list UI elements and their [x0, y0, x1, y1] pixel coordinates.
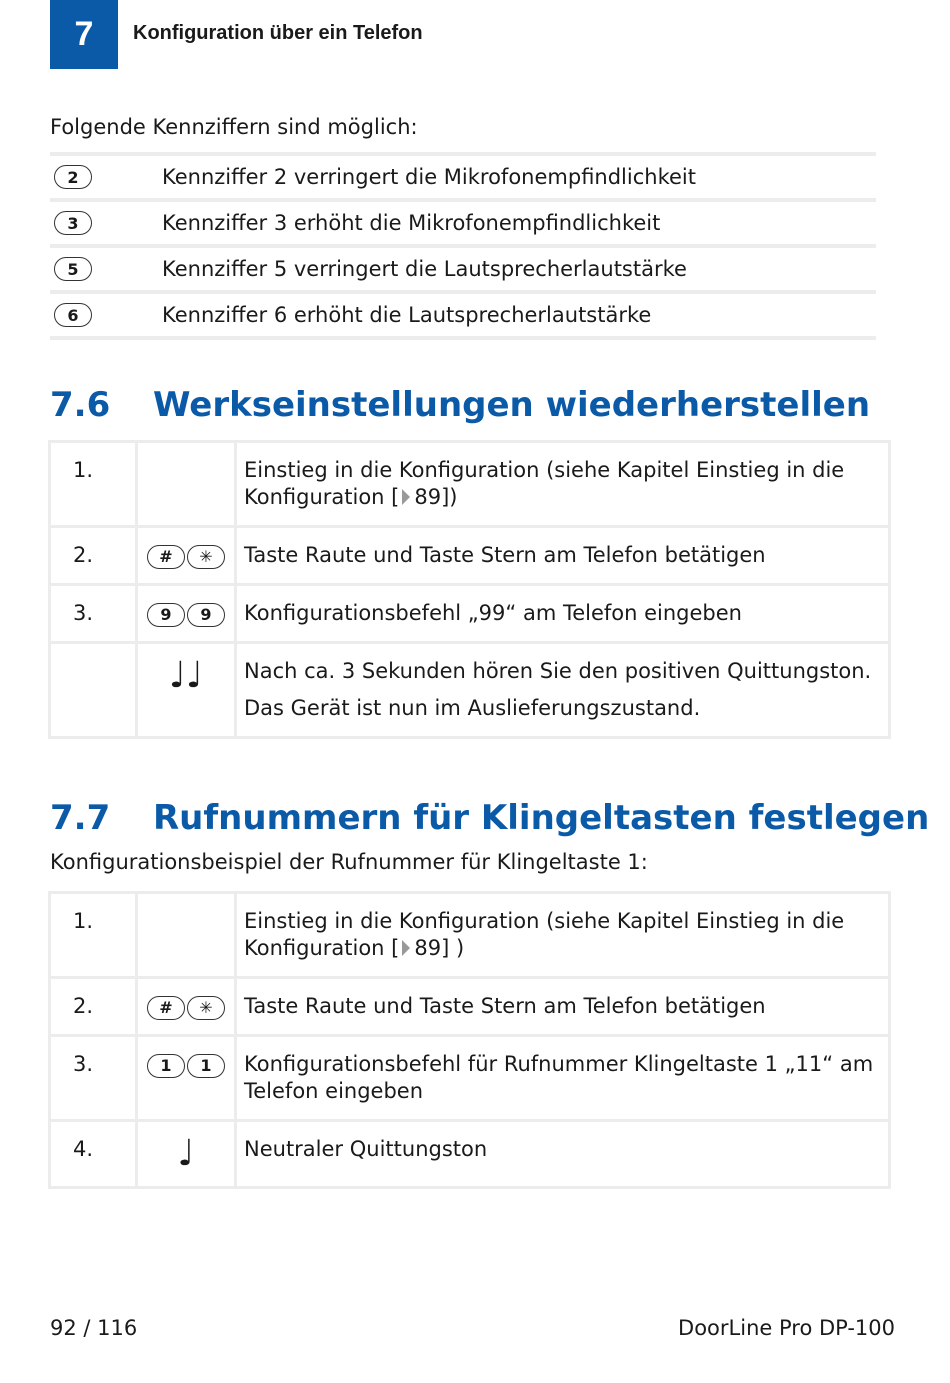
step-number: 1.: [51, 894, 135, 976]
double-note-icon: ♩♩: [169, 655, 203, 696]
section-number: 7.7: [50, 798, 111, 838]
chapter-number: 7: [74, 15, 94, 53]
step-keys: [138, 1037, 234, 1119]
step-number: [51, 644, 135, 736]
step-number: 3.: [51, 586, 135, 641]
step-keys: [138, 644, 234, 736]
key-9-icon: 9: [147, 603, 185, 627]
table-row: [51, 644, 888, 736]
step-text: [237, 443, 888, 525]
step-keys: [138, 1122, 234, 1186]
section-intro: Konfigurationsbeispiel der Rufnummer für Klingeltaste 1:: [50, 850, 648, 874]
step-text: Konfigurationsbefehl für Rufnummer Klingeltaste 1 „11“ am Telefon eingeben: [237, 1037, 888, 1119]
step-text: Taste Raute und Taste Stern am Telefon betätigen: [237, 528, 888, 583]
table-row: [51, 1122, 888, 1186]
step-number: 2.: [51, 979, 135, 1034]
code-description: Kennziffer 6 erhöht die Lautsprecherlautstärke: [162, 303, 652, 327]
step-keys: [138, 894, 234, 976]
page-ref: 89] ): [414, 936, 465, 960]
step-number: 2.: [51, 528, 135, 583]
steps-table-7-7: [48, 891, 891, 1189]
section-number: 7.6: [50, 385, 111, 425]
page-ref-arrow-icon: [402, 489, 410, 505]
hash-key-icon: #: [147, 996, 185, 1020]
key-2-icon: 2: [54, 165, 92, 189]
code-description: Kennziffer 5 verringert die Lautsprecherlautstärke: [162, 257, 687, 281]
star-key-icon: ✳: [187, 545, 225, 569]
steps-table-7-6: [48, 440, 891, 739]
code-row: [50, 198, 876, 244]
code-description: Kennziffer 3 erhöht die Mikrofonempfindlichkeit: [162, 211, 661, 235]
key-6-icon: 6: [54, 303, 92, 327]
page-number: 92 / 116: [50, 1316, 138, 1340]
table-row: [51, 894, 888, 976]
page-ref-arrow-icon: [402, 940, 410, 956]
step-keys: [138, 586, 234, 641]
codes-intro: Folgende Kennziffern sind möglich:: [50, 115, 418, 139]
table-row: [51, 586, 888, 641]
step-keys: [138, 443, 234, 525]
section-heading-7-7: [50, 798, 929, 838]
step-text-main: Einstieg in die Konfiguration (siehe Kapitel Einstieg in die Konfiguration [: [244, 458, 845, 509]
key-3-icon: 3: [54, 211, 92, 235]
step-text: Taste Raute und Taste Stern am Telefon betätigen: [237, 979, 888, 1034]
step-text: Neutraler Quittungston: [237, 1122, 888, 1186]
hash-key-icon: #: [147, 545, 185, 569]
code-description: Kennziffer 2 verringert die Mikrofonempfindlichkeit: [162, 165, 696, 189]
key-9-icon: 9: [187, 603, 225, 627]
page-ref: 89]): [414, 485, 458, 509]
star-key-icon: ✳: [187, 996, 225, 1020]
table-row: [51, 443, 888, 525]
key-5-icon: 5: [54, 257, 92, 281]
step-number: 1.: [51, 443, 135, 525]
table-row: [51, 528, 888, 583]
section-title: Werkseinstellungen wiederherstellen: [153, 385, 871, 425]
key-1-icon: 1: [147, 1054, 185, 1078]
table-row: [51, 979, 888, 1034]
product-name: DoorLine Pro DP-100: [678, 1316, 895, 1340]
note-line-2: Das Gerät ist nun im Auslieferungszustand.: [244, 696, 701, 720]
step-number: 4.: [51, 1122, 135, 1186]
step-text: [237, 894, 888, 976]
step-number: 3.: [51, 1037, 135, 1119]
step-keys: [138, 979, 234, 1034]
step-text: [237, 644, 888, 736]
code-list: [50, 152, 876, 340]
step-text: Konfigurationsbefehl „99“ am Telefon eingeben: [237, 586, 888, 641]
chapter-number-box: [50, 0, 118, 69]
code-row: [50, 152, 876, 198]
chapter-title: Konfiguration über ein Telefon: [133, 22, 423, 44]
step-text-main: Einstieg in die Konfiguration (siehe Kapitel Einstieg in die Konfiguration [: [244, 909, 845, 960]
table-row: [51, 1037, 888, 1119]
section-title: Rufnummern für Klingeltasten festlegen: [153, 798, 930, 838]
step-keys: [138, 528, 234, 583]
section-heading-7-6: [50, 385, 870, 425]
single-note-icon: ♩: [177, 1133, 195, 1174]
code-row: [50, 290, 876, 340]
key-1-icon: 1: [187, 1054, 225, 1078]
note-line-1: Nach ca. 3 Sekunden hören Sie den positiven Quittungston.: [244, 659, 872, 683]
code-row: [50, 244, 876, 290]
